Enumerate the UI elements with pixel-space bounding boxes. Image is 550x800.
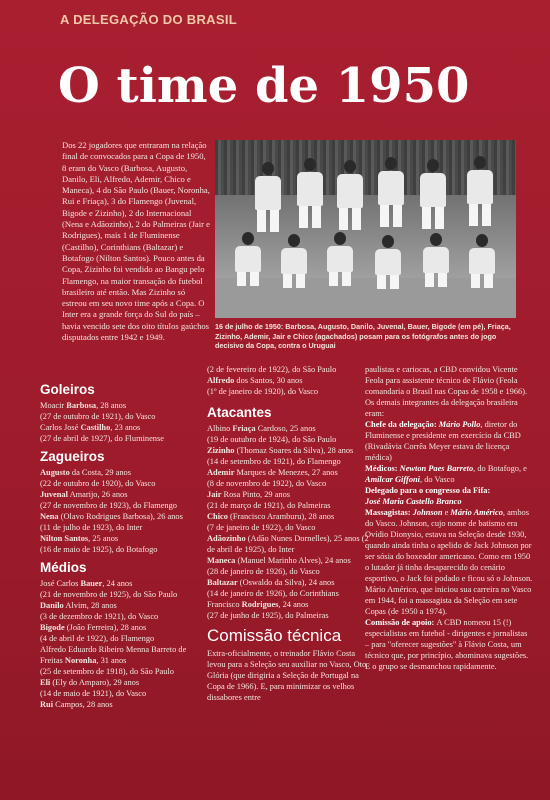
- player-entry: Francisco Rodrigues, 24 anos (27 de junho de 1925), do Palmeiras: [207, 600, 329, 620]
- standing-player: [420, 159, 446, 229]
- player-entry: Albino Friaça Cardoso, 25 anos (19 de outubro de 1924), do São Paulo: [207, 424, 337, 444]
- column-1: [40, 382, 210, 715]
- section-header: A DELEGAÇÃO DO BRASIL: [60, 12, 237, 27]
- medios-continued: [207, 364, 370, 397]
- zagueiros-heading: Zagueiros: [40, 449, 105, 464]
- crouching-player: [235, 232, 261, 286]
- player-entry: Nilton Santos, 25 anos (16 de maio de 1925), do Botafogo: [40, 534, 158, 554]
- massagistas-entry: Massagistas: Johnson e Mário Américo, ambos do Vasco. Johnson, cujo nome de batismo era Ovídio Dionysio, estava na Seleção desde 1930, quando ainda tinha o apelido de Jack Johnson por ser sósia do boxeador americano. Como em 1950 o lutador já tinha desaparecido do cenário esportivo, o Jack foi podado e ficou só o Johnson. Mário Américo, que iniciou sua carreira no Vasco em 1944, foi a massagista da Seleção em sete Copas (de 1950 a 1974).: [365, 508, 533, 616]
- column-2: [207, 364, 370, 703]
- goleiros-heading: Goleiros: [40, 382, 95, 397]
- player-entry: Augusto da Costa, 29 anos (22 de outubro de 1920), do Vasco: [40, 468, 156, 488]
- player-entry: Jair Rosa Pinto, 29 anos (21 de março de 1921), do Palmeiras: [207, 490, 331, 510]
- standing-player: [255, 162, 281, 232]
- player-entry: Ademir Marques de Menezes, 27 anos (8 de novembro de 1922), do Vasco: [207, 468, 338, 488]
- player-entry: Maneca (Manuel Marinho Alves), 24 anos (28 de janeiro de 1926), do Vasco: [207, 556, 351, 576]
- player-entry: Adãozinho (Adão Nunes Dornelles), 25 anos (2 de abril de 1925), do Inter: [207, 534, 369, 554]
- medicos-entry: Médicos: Newton Paes Barreto, do Botafogo, e Amílcar Giffoni, do Vasco: [365, 464, 527, 484]
- intro-paragraph: Dos 22 jogadores que entraram na relação final de convocados para a Copa de 1950, 8 eram do Vasco (Barbosa, Augusto, Danilo, Eli, Alfredo, Ademir, Chico e Maneca), 4 do São Paulo (Bauer, Noronha, Rui e Friaça), 3 do Flamengo (Juvenal, Bigode e Zizinho), 2 do Internacional (Nena e Adãozinho), 2 do Palmeiras (Jair e Rodrigues), mais 1 de Fluminense (Castilho), Corinthians (Baltazar) e Botafogo (Nilton Santos). Pouco antes da Copa, Zizinho foi vendido ao Bangu pelo Flamengo, na maior transação do futebol brasileiro até então. Mas Zizinho só estreou em seu novo time após a Copa. O Inter era a grande força do Sul do país – havia vencido sete dos oito títulos gaúchos disputados entre 1942 e 1949.: [62, 140, 210, 343]
- standing-player: [297, 158, 323, 228]
- player-entry: Juvenal Amarijo, 26 anos (27 de novembro de 1923), do Flamengo: [40, 490, 177, 510]
- standing-player: [467, 156, 493, 226]
- player-entry: Chico (Francisco Aramburu), 28 anos (7 de janeiro de 1922), do Vasco: [207, 512, 335, 532]
- player-entry: Bigode (João Ferreira), 28 anos (4 de abril de 1922), do Flamengo: [40, 623, 155, 643]
- crouching-player: [281, 234, 307, 288]
- delegation-intro: paulistas e cariocas, a CBD convidou Vicente Feola para assistente técnico de Flávio (Feola comandaria o Brasil nas Copas de 1958 e 1966). Os demais integrantes da delegação brasileira eram:: [365, 365, 528, 418]
- player-entry: Alfredo dos Santos, 30 anos (1º de janeiro de 1920), do Vasco: [207, 376, 319, 396]
- player-entry: Rui Campos, 28 anos: [40, 700, 113, 709]
- standing-player: [337, 160, 363, 230]
- atacantes-list: [207, 423, 370, 621]
- crouching-player: [327, 232, 353, 286]
- player-entry: Alfredo Eduardo Ribeiro Menna Barreto de Freitas Noronha, 31 anos (25 de setembro de 1918), do São Paulo: [40, 645, 187, 676]
- goleiros-list: [40, 400, 210, 444]
- delegado-entry: Delegado para o congresso da Fifa: José Maria Castello Branco: [365, 486, 491, 506]
- player-entry: Danilo Alvim, 28 anos (3 de dezembro de 1921), do Vasco: [40, 601, 159, 621]
- medios-heading: Médios: [40, 560, 87, 575]
- photo-caption: 16 de julho de 1950: Barbosa, Augusto, Danilo, Juvenal, Bauer, Bigode (em pé), Friaça, Zizinho, Ademir, Jair e Chico (agachados) posam para os fotógrafos antes do jogo decisivo da Copa, contra o Uruguai: [215, 322, 511, 350]
- comissao-section: [207, 626, 370, 703]
- chefe-entry: Chefe da delegação: Mário Pollo, diretor do Fluminense e presidente em exercício da CBD (Rivadávia Corrêa Meyer estava de licença médica): [365, 420, 521, 462]
- player-entry: José Carlos Bauer, 24 anos (21 de novembro de 1925), do São Paulo: [40, 579, 178, 599]
- standing-player: [378, 157, 404, 227]
- column-3: [365, 364, 533, 672]
- comissao-heading: Comissão técnica: [207, 626, 342, 645]
- player-entry: Carlos José Castilho, 23 anos (27 de abril de 1927), do Fluminense: [40, 423, 164, 443]
- player-entry: Eli (Ely do Amparo), 29 anos (14 de maio de 1921), do Vasco: [40, 678, 147, 698]
- apoio-entry: Comissão de apoio: A CBD nomeou 15 (!) especialistas em futebol - dirigentes e jornalistas – para "oferecer sugestões" à Flávio Costa, um técnico que, por princípio, abominava sugestões. E o grupo se desmanchou rapidamente.: [365, 618, 529, 671]
- continued-text: (2 de fevereiro de 1922), do São Paulo: [207, 365, 337, 374]
- player-entry: Nena (Olavo Rodrigues Barbosa), 26 anos (11 de julho de 1923), do Inter: [40, 512, 183, 532]
- comissao-text: Extra-oficialmente, o treinador Flávio Costa levou para a Seleção seu auxiliar no Vasco, Oto Glória (que dirigiria a Seleção de Portugal na Copa de 1966). E, para minimizar os velhos dissabores entre: [207, 649, 367, 702]
- medios-list: [40, 578, 210, 710]
- player-entry: Moacir Barbosa, 28 anos (27 de outubro de 1921), do Vasco: [40, 401, 156, 421]
- atacantes-heading: Atacantes: [207, 405, 272, 420]
- player-entry: Zizinho (Thomaz Soares da Silva), 28 anos (14 de setembro de 1921), do Flamengo: [207, 446, 354, 466]
- zagueiros-list: [40, 467, 210, 555]
- player-entry: Baltazar (Oswaldo da Silva), 24 anos (14 de janeiro de 1926), do Corinthians: [207, 578, 339, 598]
- team-photo: [215, 140, 516, 318]
- crouching-player: [469, 234, 495, 288]
- crouching-player: [375, 235, 401, 289]
- page-title: O time de 1950: [58, 58, 470, 114]
- crouching-player: [423, 233, 449, 287]
